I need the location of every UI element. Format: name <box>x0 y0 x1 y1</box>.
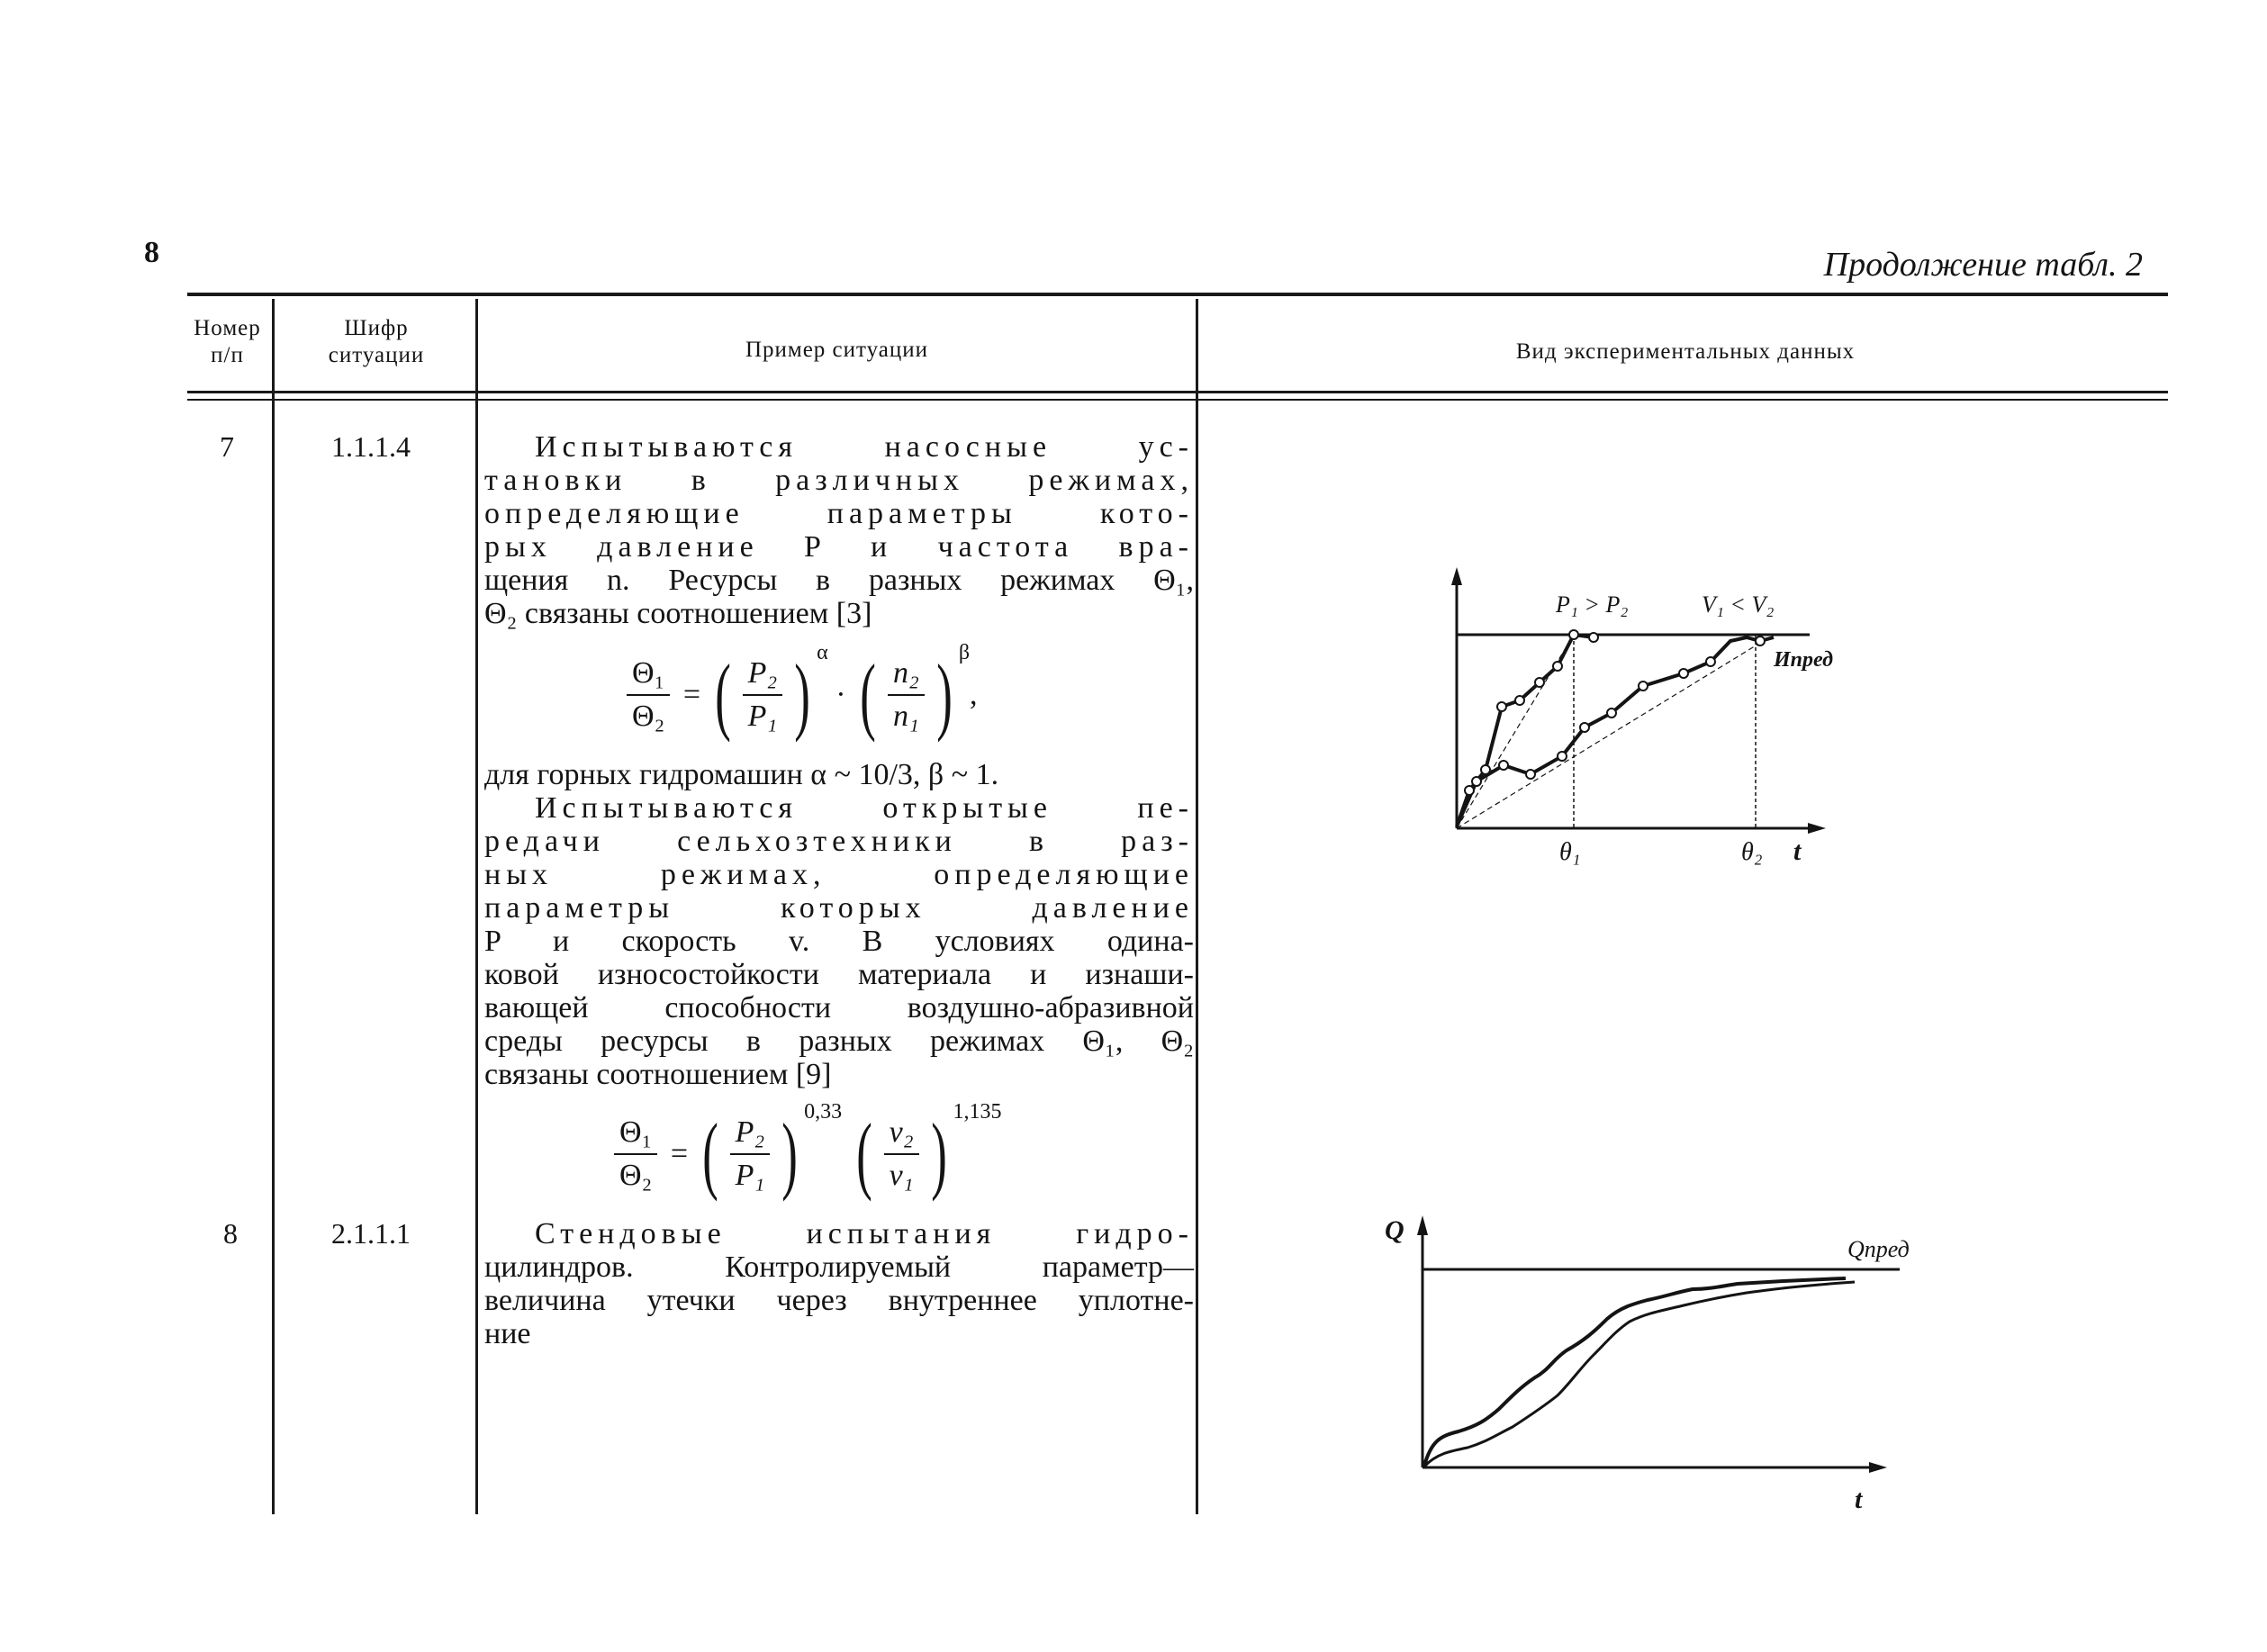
chart7-series-1 <box>1457 635 1594 826</box>
formula-2-p-num: P₂ <box>730 1115 771 1155</box>
row-8-code: 2.1.1.1 <box>331 1217 411 1250</box>
header-number-line1: Номер <box>194 316 261 340</box>
paren-close: ) <box>794 646 810 744</box>
chart7-point <box>1526 770 1535 779</box>
formula-2-eq: = <box>670 1137 689 1171</box>
row-7-text-block-2 <box>484 758 1194 791</box>
row-7-text-block-3 <box>484 791 1194 1091</box>
chart7-y-arrow <box>1451 567 1462 585</box>
chart7-label-limit: Ипред <box>1774 648 1833 672</box>
row-8-leakage-chart <box>1377 1206 1936 1521</box>
formula-2-exp-2: 1,135 <box>953 1100 1002 1124</box>
formula-1 <box>621 641 978 744</box>
column-divider-1 <box>272 299 275 1514</box>
paren-open: ( <box>860 646 876 744</box>
chart7-point <box>1679 669 1688 678</box>
chart8-curve-1 <box>1424 1278 1846 1466</box>
row-8-line: цилиндров. Контролируемый параметр— <box>484 1250 1194 1284</box>
chart7-point <box>1472 777 1481 786</box>
header-example: Пример ситуации <box>745 338 929 362</box>
column-divider-2 <box>475 299 478 1514</box>
row-7-line: вающей способности воздушно-абразивной <box>484 991 1194 1025</box>
formula-1-exp-alpha: α <box>817 641 828 664</box>
formula-1-n-den: n₁ <box>893 700 919 734</box>
paren-open: ( <box>855 1106 872 1203</box>
formula-1-lhs-den: Θ₂ <box>632 700 665 734</box>
row-8-line: Стендовые испытания гидро- <box>535 1217 1194 1250</box>
formula-1-lhs <box>627 656 670 734</box>
chart8-label-limit: Qпред <box>1847 1236 1910 1262</box>
header-number-line2: п/п <box>211 343 244 367</box>
chart7-point <box>1535 678 1544 687</box>
chart7-trend-line-2 <box>1457 635 1774 828</box>
chart7-label-p: P₁ > P₂ <box>1556 591 1629 618</box>
formula-1-exp-beta: β <box>958 641 971 664</box>
row-7-line: щения n. Ресурсы в разных режимах Θ₁, <box>484 564 1194 597</box>
chart7-point <box>1553 662 1562 671</box>
chart7-point <box>1497 702 1506 711</box>
chart7-label-t: t <box>1793 836 1802 866</box>
chart8-label-q: Q <box>1385 1215 1404 1245</box>
chart7-point <box>1706 657 1715 666</box>
row-7-line: редачи сельхозтехники в раз- <box>484 825 1194 858</box>
row-7-text-block-1 <box>484 430 1194 630</box>
chart7-point <box>1639 682 1648 691</box>
header-code-line2: ситуации <box>328 343 425 367</box>
formula-2-v-den: v₁ <box>889 1159 914 1193</box>
paren-close: ) <box>936 646 953 744</box>
paren-close: ) <box>930 1106 947 1203</box>
table-continuation-title: Продолжение табл. 2 <box>1823 246 2143 284</box>
paren-open: ( <box>701 1106 718 1203</box>
row-7-code: 1.1.1.4 <box>331 430 411 463</box>
row-7-line: ных режимах, определяющие <box>484 858 1194 891</box>
formula-2-lhs <box>614 1115 657 1193</box>
formula-1-p <box>743 656 783 734</box>
formula-2-v <box>884 1115 919 1193</box>
chart7-label-v: V₁ < V₂ <box>1702 591 1775 618</box>
chart7-x-arrow <box>1808 823 1826 834</box>
formula-2-lhs-den: Θ₂ <box>619 1159 653 1193</box>
row-7-line: связаны соотношением [9] <box>484 1058 832 1091</box>
chart8-curve-2 <box>1424 1282 1855 1467</box>
formula-2-p-den: P₁ <box>735 1159 765 1193</box>
row-8-number: 8 <box>223 1217 238 1250</box>
formula-2-exp-1: 0,33 <box>804 1100 843 1124</box>
formula-1-eq: = <box>682 678 701 712</box>
row-7-number: 7 <box>220 430 234 463</box>
chart8-x-arrow <box>1869 1462 1887 1473</box>
row-7-line: рых давление P и частота вра- <box>484 530 1194 564</box>
chart7-point <box>1589 633 1598 642</box>
formula-1-comma: , <box>970 678 978 712</box>
row-8-line: ние <box>484 1317 531 1350</box>
chart7-point <box>1499 761 1508 770</box>
chart7-point <box>1756 636 1765 645</box>
chart7-point <box>1515 696 1524 705</box>
row-7-line: Θ₂ связаны соотношением [3] <box>484 597 872 630</box>
header-code-line1: Шифр <box>344 316 409 340</box>
chart8-label-t: t <box>1855 1485 1863 1514</box>
chart7-label-theta2: θ₂ <box>1741 838 1763 866</box>
chart8-y-arrow <box>1417 1215 1428 1235</box>
row-7-line: среды ресурсы в разных режимах Θ₁, Θ₂ <box>484 1025 1194 1058</box>
row-7-line: тановки в различных режимах, <box>484 464 1194 497</box>
chart7-point <box>1580 723 1589 732</box>
row-7-line: P и скорость v. В условиях одина- <box>484 925 1194 958</box>
paren-close: ) <box>781 1106 798 1203</box>
formula-1-p-num: P₂ <box>743 656 783 696</box>
formula-2-p <box>730 1115 771 1193</box>
row-7-line: Испытываются насосные ус- <box>535 430 1194 464</box>
row-8-text-block <box>484 1217 1194 1350</box>
header-view: Вид экспериментальных данных <box>1515 339 1856 364</box>
formula-1-n <box>888 656 925 734</box>
chart7-point <box>1481 765 1490 774</box>
table-header-rule-2 <box>187 399 2168 401</box>
chart7-point <box>1465 786 1474 795</box>
row-7-line: ковой износостойкости материала и изнаши- <box>484 958 1194 991</box>
formula-1-p-den: P₁ <box>747 700 778 734</box>
formula-2-lhs-num: Θ₁ <box>614 1115 657 1155</box>
header-number <box>185 315 270 369</box>
formula-1-dot: · <box>835 678 846 712</box>
row-7-alpha-beta-note: для горных гидромашин α ~ 10/3, β ~ 1. <box>484 758 999 791</box>
row-8-line: величина утечки через внутреннее уплотне- <box>484 1284 1194 1317</box>
formula-2-v-num: v₂ <box>884 1115 919 1155</box>
header-code <box>277 315 475 369</box>
formula-1-n-num: n₂ <box>888 656 925 696</box>
row-7-line: определяющие параметры кото- <box>484 497 1194 530</box>
chart7-point <box>1558 752 1567 761</box>
chart7-point <box>1607 709 1616 718</box>
formula-2 <box>609 1100 1002 1203</box>
page-number: 8 <box>144 236 158 269</box>
column-divider-3 <box>1196 299 1198 1514</box>
table-header-rule <box>187 391 2168 393</box>
table-top-rule <box>187 293 2168 296</box>
row-7-resource-chart <box>1404 558 1873 882</box>
row-7-line: Испытываются открытые пе- <box>535 791 1194 825</box>
formula-1-lhs-num: Θ₁ <box>627 656 670 696</box>
chart7-point <box>1569 630 1578 639</box>
paren-open: ( <box>714 646 731 744</box>
row-7-line: параметры которых давление <box>484 891 1194 925</box>
chart7-label-theta1: θ₁ <box>1559 838 1581 866</box>
